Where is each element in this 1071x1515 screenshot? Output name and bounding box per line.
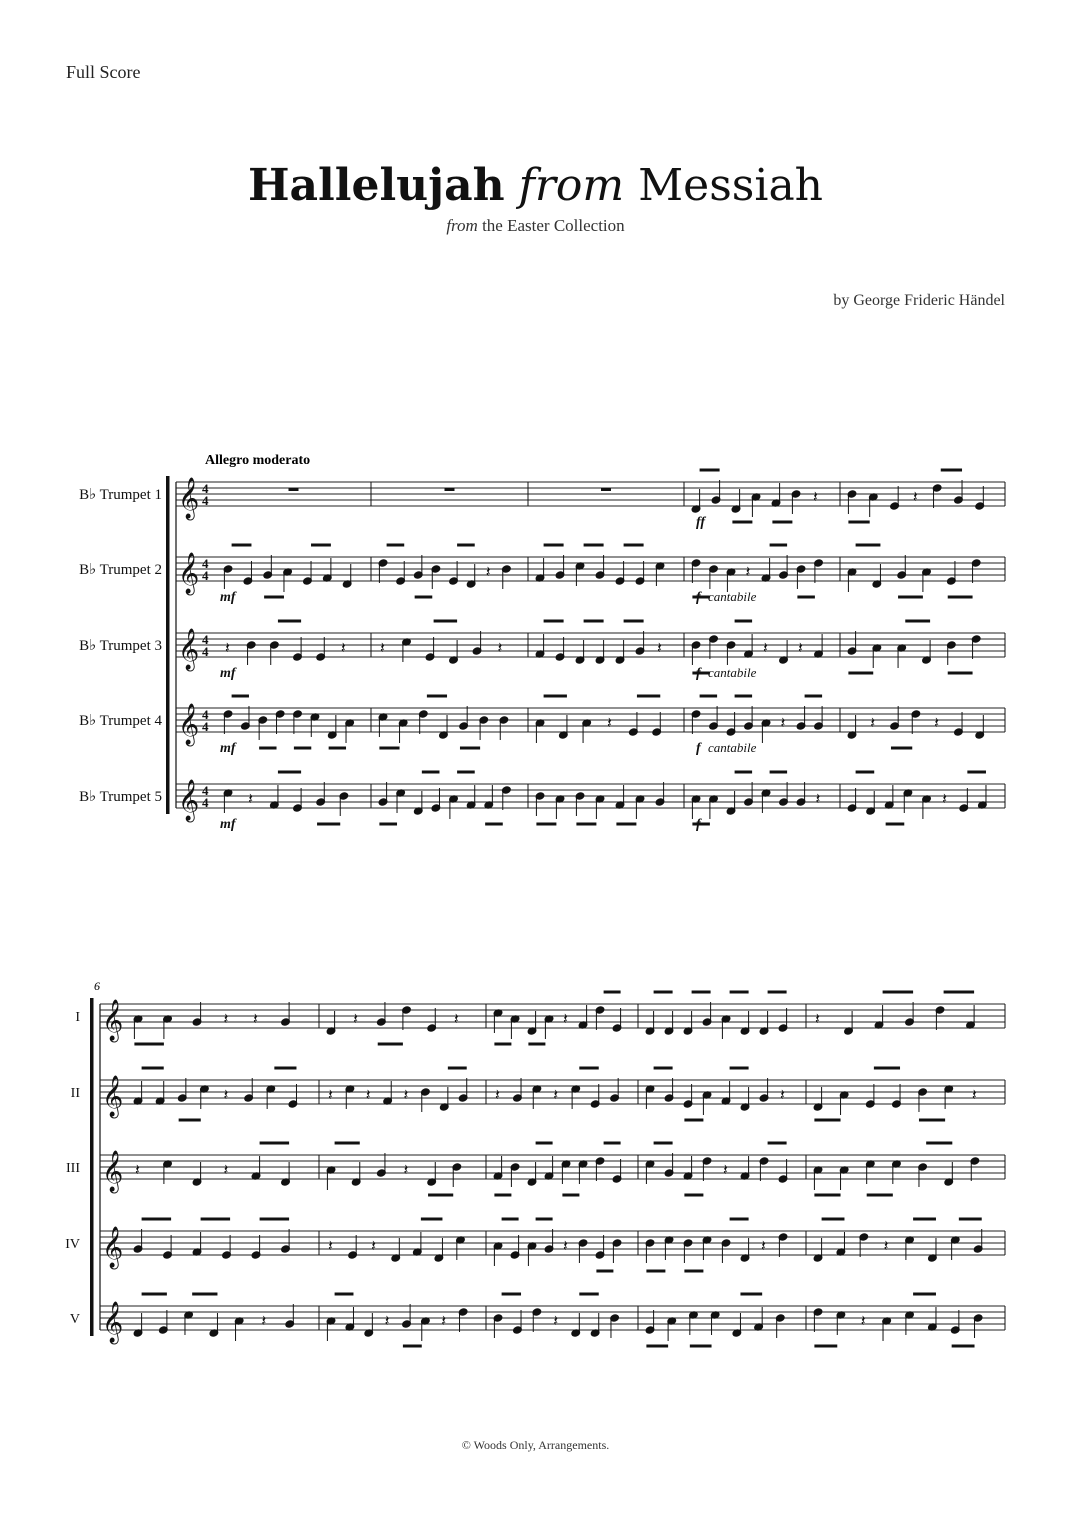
- time-signature-numerator: 4: [202, 556, 209, 571]
- whole-rest: [445, 488, 455, 491]
- instrument-label: B♭ Trumpet 3: [79, 638, 162, 654]
- composer-credit: by George Frideric Händel: [833, 292, 1005, 309]
- quarter-rest: 𝄽: [971, 1087, 977, 1104]
- quarter-rest: 𝄽: [223, 1162, 229, 1179]
- quarter-rest: 𝄽: [763, 640, 768, 657]
- quarter-rest: 𝄽: [553, 1313, 559, 1330]
- time-signature-denominator: 4: [202, 719, 209, 734]
- quarter-rest: 𝄽: [563, 1011, 568, 1028]
- quarter-rest: 𝄽: [441, 1313, 447, 1330]
- measure-number: 6: [94, 979, 100, 993]
- expression-marking: cantabile: [708, 665, 757, 680]
- quarter-rest: 𝄽: [761, 1238, 766, 1255]
- quarter-rest: 𝄽: [248, 791, 254, 808]
- quarter-rest: 𝄽: [353, 1011, 359, 1028]
- instrument-label: B♭ Trumpet 5: [79, 789, 162, 805]
- quarter-rest: 𝄽: [860, 1313, 866, 1330]
- quarter-rest: 𝄽: [384, 1313, 390, 1330]
- quarter-rest: 𝄽: [485, 564, 491, 581]
- dynamic-marking: f: [696, 666, 701, 681]
- quarter-rest: 𝄽: [883, 1238, 889, 1255]
- quarter-rest: 𝄽: [453, 1011, 459, 1028]
- treble-clef: 𝄞: [178, 704, 200, 744]
- title-main: Hallelujah: [247, 160, 505, 211]
- treble-clef: 𝄞: [178, 629, 200, 669]
- title-connector: from: [518, 160, 625, 211]
- quarter-rest: 𝄽: [780, 1087, 785, 1104]
- system-bracket: [166, 476, 170, 814]
- quarter-rest: 𝄽: [798, 640, 803, 657]
- subtitle-prefix: from: [446, 216, 478, 235]
- quarter-rest: 𝄽: [723, 1162, 728, 1179]
- quarter-rest: 𝄽: [607, 715, 612, 732]
- dynamic-marking: f: [696, 741, 701, 756]
- treble-clef: 𝄞: [102, 1000, 124, 1040]
- time-signature-numerator: 4: [202, 481, 209, 496]
- dynamic-marking: mf: [220, 741, 236, 756]
- dynamic-marking: f: [696, 817, 701, 832]
- quarter-rest: 𝄽: [135, 1162, 140, 1179]
- quarter-rest: 𝄽: [328, 1087, 333, 1104]
- quarter-rest: 𝄽: [870, 715, 876, 732]
- quarter-rest: 𝄽: [261, 1313, 267, 1330]
- subtitle-rest: the Easter Collection: [482, 216, 625, 235]
- dynamic-marking: mf: [220, 590, 236, 605]
- quarter-rest: 𝄽: [815, 1011, 820, 1028]
- staves-layer: [65, 470, 1005, 1346]
- quarter-rest: 𝄽: [563, 1238, 568, 1255]
- quarter-rest: 𝄽: [553, 1087, 559, 1104]
- instrument-label: B♭ Trumpet 1: [79, 487, 162, 503]
- quarter-rest: 𝄽: [223, 1011, 229, 1028]
- quarter-rest: 𝄽: [380, 640, 385, 657]
- treble-clef: 𝄞: [102, 1151, 124, 1191]
- treble-clef: 𝄞: [178, 478, 200, 518]
- time-signature-numerator: 4: [202, 707, 209, 722]
- quarter-rest: 𝄽: [942, 791, 948, 808]
- treble-clef: 𝄞: [102, 1227, 124, 1267]
- whole-rest: [289, 488, 299, 491]
- expression-marking: cantabile: [708, 589, 757, 604]
- dynamic-marking: ff: [696, 515, 706, 530]
- copyright-footer: © Woods Only, Arrangements.: [461, 1438, 610, 1452]
- quarter-rest: 𝄽: [371, 1238, 377, 1255]
- treble-clef: 𝄞: [178, 553, 200, 593]
- dynamic-marking: mf: [220, 666, 236, 681]
- time-signature-numerator: 4: [202, 783, 209, 798]
- quarter-rest: 𝄽: [497, 640, 503, 657]
- treble-clef: 𝄞: [102, 1076, 124, 1116]
- quarter-rest: 𝄽: [815, 791, 821, 808]
- instrument-label: B♭ Trumpet 2: [79, 562, 162, 578]
- quarter-rest: 𝄽: [365, 1087, 371, 1104]
- title-work: Messiah: [638, 160, 824, 211]
- dynamic-marking: mf: [220, 817, 236, 832]
- quarter-rest: 𝄽: [813, 489, 818, 506]
- quarter-rest: 𝄽: [403, 1087, 409, 1104]
- dynamic-marking: f: [696, 590, 701, 605]
- quarter-rest: 𝄽: [340, 640, 346, 657]
- instrument-label: V: [69, 1312, 80, 1327]
- quarter-rest: 𝄽: [934, 715, 940, 732]
- quarter-rest: 𝄽: [223, 1087, 229, 1104]
- tempo-marking: Allegro moderato: [205, 453, 311, 468]
- quarter-rest: 𝄽: [495, 1087, 500, 1104]
- quarter-rest: 𝄽: [657, 640, 662, 657]
- quarter-rest: 𝄽: [225, 640, 230, 657]
- quarter-rest: 𝄽: [780, 715, 786, 732]
- instrument-label: B♭ Trumpet 4: [79, 713, 162, 729]
- time-signature-denominator: 4: [202, 568, 209, 583]
- instrument-label: II: [70, 1086, 80, 1101]
- quarter-rest: 𝄽: [253, 1011, 258, 1028]
- quarter-rest: 𝄽: [912, 489, 918, 506]
- treble-clef: 𝄞: [102, 1302, 124, 1342]
- time-signature-denominator: 4: [202, 493, 209, 508]
- time-signature-denominator: 4: [202, 795, 209, 810]
- treble-clef: 𝄞: [178, 780, 200, 820]
- time-signature-denominator: 4: [202, 644, 209, 659]
- whole-rest: [601, 488, 611, 491]
- score-type-label: Full Score: [66, 62, 141, 82]
- quarter-rest: 𝄽: [403, 1162, 409, 1179]
- time-signature-numerator: 4: [202, 632, 209, 647]
- instrument-label: III: [66, 1161, 80, 1176]
- system-bracket: [90, 998, 94, 1336]
- quarter-rest: 𝄽: [745, 564, 751, 581]
- instrument-label: IV: [65, 1237, 80, 1252]
- instrument-label: I: [75, 1010, 80, 1025]
- quarter-rest: 𝄽: [328, 1238, 333, 1255]
- expression-marking: cantabile: [708, 740, 757, 755]
